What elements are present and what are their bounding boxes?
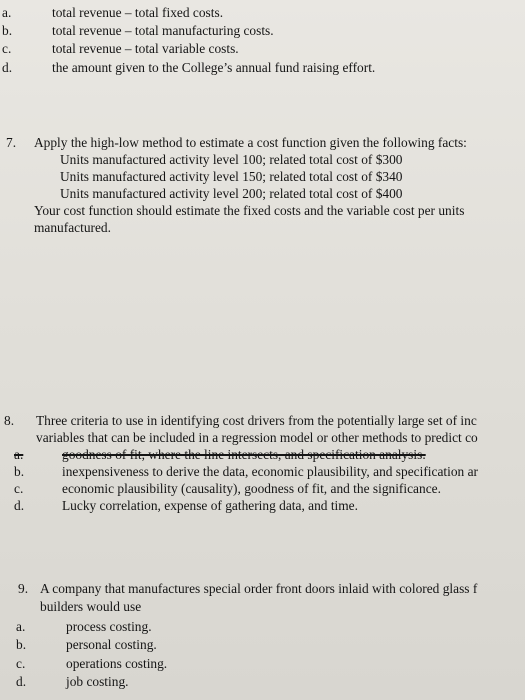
fact-line: Units manufactured activity level 100; related total cost of $300 (60, 152, 403, 167)
option-text: Lucky correlation, expense of gathering data, and time. (62, 498, 358, 513)
option-label: a. (14, 447, 24, 462)
fact-line: Units manufactured activity level 150; related total cost of $340 (60, 169, 403, 184)
option-text: process costing. (66, 619, 152, 634)
option-text: the amount given to the College’s annual fund raising effort. (52, 60, 376, 75)
option-label: b. (16, 637, 27, 652)
question-number: 7. (6, 135, 17, 150)
option-label: d. (14, 498, 25, 513)
option-text: job costing. (66, 674, 129, 689)
question-number: 9. (18, 581, 29, 596)
question-number: 8. (4, 413, 15, 428)
option-text-crossed-out: goodness of fit, where the line intersects, and specification analysis. (62, 447, 426, 462)
option-text: personal costing. (66, 637, 157, 652)
question-text: variables that can be included in a regression model or other methods to predict co (36, 430, 478, 445)
option-label: a. (16, 619, 26, 634)
option-text: total revenue – total variable costs. (52, 41, 239, 56)
option-label: b. (2, 23, 13, 38)
option-text: total revenue – total manufacturing costs. (52, 23, 274, 38)
option-label: c. (2, 41, 12, 56)
question-text: Apply the high-low method to estimate a cost function given the following facts: (34, 135, 467, 150)
fact-line: Units manufactured activity level 200; related total cost of $400 (60, 186, 403, 201)
instruction-text: Your cost function should estimate the fixed costs and the variable cost per units (34, 203, 465, 218)
question-text: Three criteria to use in identifying cost drivers from the potentially large set of inc (36, 413, 477, 428)
option-label: c. (14, 481, 24, 496)
option-text: economic plausibility (causality), goodness of fit, and the significance. (62, 481, 441, 496)
option-text: total revenue – total fixed costs. (52, 5, 224, 20)
option-label: b. (14, 464, 25, 479)
question-text: builders would use (40, 599, 142, 614)
option-label: d. (2, 60, 13, 75)
option-text: inexpensiveness to derive the data, economic plausibility, and specification ar (62, 464, 478, 479)
option-label: a. (2, 5, 12, 20)
option-text: operations costing. (66, 656, 168, 671)
option-label: c. (16, 656, 26, 671)
instruction-text: manufactured. (34, 220, 111, 235)
bleed-through-text (110, 245, 113, 260)
question-text: A company that manufactures special order front doors inlaid with colored glass f (40, 581, 478, 596)
option-label: d. (16, 674, 27, 689)
